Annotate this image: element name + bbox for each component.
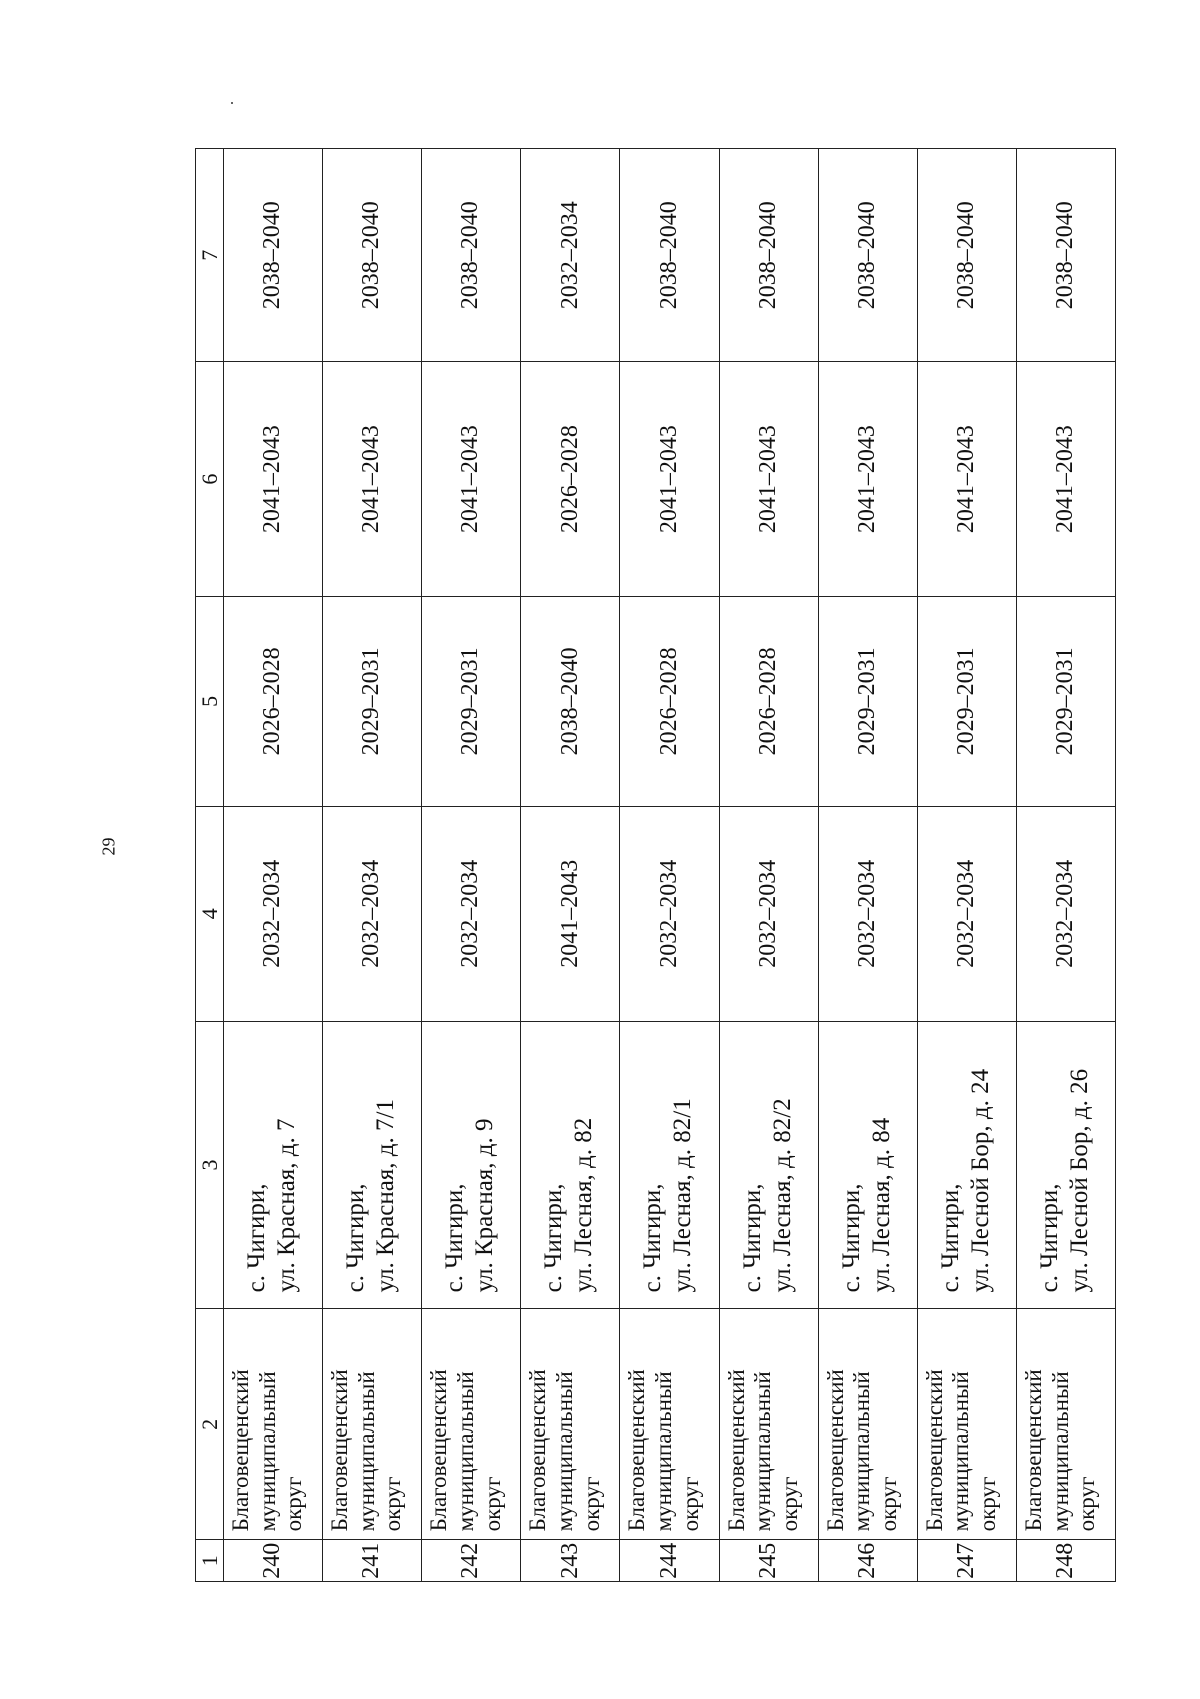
period-cell-col4: 2032–2034 — [323, 806, 422, 1021]
period-cell-col7: 2038–2040 — [323, 149, 422, 363]
period-cell-col7: 2038–2040 — [719, 149, 818, 363]
region-text: муниципальный — [651, 1371, 677, 1532]
region-cell — [1016, 1309, 1115, 1540]
header-col-2: 2 — [196, 1309, 224, 1540]
address-text: ул. Лесная, д. 84 — [867, 1117, 895, 1293]
period-cell-col7: 2038–2040 — [620, 149, 719, 363]
region-cell — [917, 1309, 1016, 1540]
region-cell — [422, 1309, 521, 1540]
region-cell — [719, 1309, 818, 1540]
period-cell-col6: 2041–2043 — [323, 362, 422, 596]
region-text: округ — [578, 1476, 604, 1532]
table-container — [195, 148, 1116, 1582]
address-text: с. Чигири, — [342, 1183, 370, 1293]
region-cell — [620, 1309, 719, 1540]
table-row — [1016, 149, 1115, 1582]
row-number-cell: 245 — [719, 1540, 818, 1582]
period-cell-col6: 2041–2043 — [224, 362, 323, 596]
address-cell — [620, 1021, 719, 1309]
region-text: округ — [479, 1476, 505, 1532]
address-cell — [1016, 1021, 1115, 1309]
table-row — [719, 149, 818, 1582]
period-cell-col6: 2041–2043 — [917, 362, 1016, 596]
address-cell — [323, 1021, 422, 1309]
row-number-cell: 244 — [620, 1540, 719, 1582]
region-text: муниципальный — [452, 1371, 478, 1532]
period-cell-col6: 2041–2043 — [620, 362, 719, 596]
address-text: с. Чигири, — [837, 1183, 865, 1293]
region-text: Благовещенский — [1020, 1369, 1046, 1532]
region-cell — [224, 1309, 323, 1540]
address-cell — [719, 1021, 818, 1309]
region-cell — [323, 1309, 422, 1540]
period-cell-col7: 2038–2040 — [224, 149, 323, 363]
schedule-table — [195, 148, 1116, 1582]
region-text: муниципальный — [948, 1371, 974, 1532]
address-text: ул. Лесная, д. 82 — [570, 1117, 598, 1293]
period-cell-col4: 2032–2034 — [818, 806, 917, 1021]
table-row — [521, 149, 620, 1582]
table-row — [620, 149, 719, 1582]
region-text: Благовещенский — [228, 1369, 253, 1532]
scan-speck — [231, 102, 233, 104]
period-cell-col6: 2041–2043 — [422, 362, 521, 596]
period-cell-col5: 2026–2028 — [620, 596, 719, 806]
region-text: округ — [677, 1476, 703, 1532]
period-cell-col6: 2026–2028 — [521, 362, 620, 596]
region-text: муниципальный — [353, 1371, 379, 1532]
region-text: муниципальный — [849, 1371, 875, 1532]
table-body — [224, 149, 1116, 1582]
region-text: Благовещенский — [624, 1369, 650, 1532]
period-cell-col4: 2032–2034 — [620, 806, 719, 1021]
address-text: ул. Красная, д. 7 — [273, 1118, 300, 1293]
table-row — [323, 149, 422, 1582]
table-row — [818, 149, 917, 1582]
address-text: с. Чигири, — [1035, 1183, 1063, 1293]
table-row — [422, 149, 521, 1582]
region-text: муниципальный — [1047, 1371, 1073, 1532]
region-text: округ — [876, 1476, 901, 1532]
address-text: с. Чигири, — [540, 1183, 568, 1293]
row-number-cell: 242 — [422, 1540, 521, 1582]
period-cell-col5: 2029–2031 — [1016, 596, 1115, 806]
address-cell — [917, 1021, 1016, 1309]
header-col-3: 3 — [196, 1021, 224, 1309]
address-text: с. Чигири, — [738, 1183, 766, 1293]
period-cell-col7: 2038–2040 — [818, 149, 917, 363]
header-col-4: 4 — [196, 806, 224, 1021]
region-text: округ — [380, 1476, 406, 1532]
table-header — [196, 149, 224, 1582]
row-number-cell: 243 — [521, 1540, 620, 1582]
period-cell-col4: 2032–2034 — [917, 806, 1016, 1021]
address-cell — [818, 1021, 917, 1309]
header-col-7: 7 — [196, 149, 224, 363]
period-cell-col5: 2026–2028 — [719, 596, 818, 806]
region-cell — [818, 1309, 917, 1540]
period-cell-col6: 2041–2043 — [1016, 362, 1115, 596]
header-col-1: 1 — [196, 1540, 224, 1582]
row-number-cell: 248 — [1016, 1540, 1115, 1582]
period-cell-col7: 2038–2040 — [422, 149, 521, 363]
region-text: округ — [776, 1476, 802, 1532]
address-text: ул. Лесная, д. 82/2 — [768, 1098, 796, 1293]
row-number-cell: 247 — [917, 1540, 1016, 1582]
header-col-5: 5 — [196, 596, 224, 806]
address-text: ул. Красная, д. 9 — [471, 1118, 499, 1293]
period-cell-col5: 2029–2031 — [323, 596, 422, 806]
period-cell-col4: 2032–2034 — [1016, 806, 1115, 1021]
period-cell-col5: 2029–2031 — [917, 596, 1016, 806]
page-number: 29 — [98, 837, 119, 856]
address-text: ул. Лесной Бор, д. 26 — [1065, 1068, 1093, 1293]
period-cell-col5: 2029–2031 — [818, 596, 917, 806]
address-text: ул. Красная, д. 7/1 — [372, 1099, 400, 1293]
region-text: Благовещенский — [525, 1369, 551, 1532]
region-text: округ — [1074, 1476, 1100, 1532]
region-text: Благовещенский — [723, 1369, 749, 1532]
region-text: Благовещенский — [327, 1369, 353, 1532]
region-cell — [521, 1309, 620, 1540]
region-text: муниципальный — [750, 1371, 776, 1532]
address-cell — [224, 1021, 323, 1309]
address-cell — [521, 1021, 620, 1309]
region-text: Благовещенский — [426, 1369, 452, 1532]
period-cell-col4: 2032–2034 — [224, 806, 323, 1021]
period-cell-col5: 2026–2028 — [224, 596, 323, 806]
header-col-6: 6 — [196, 362, 224, 596]
address-text: ул. Лесной Бор, д. 24 — [966, 1068, 994, 1293]
table-row — [224, 149, 323, 1582]
address-text: ул. Лесная, д. 82/1 — [669, 1098, 697, 1293]
header-row — [196, 149, 224, 1582]
region-text: муниципальный — [552, 1371, 577, 1532]
period-cell-col5: 2038–2040 — [521, 596, 620, 806]
address-text: с. Чигири, — [441, 1183, 469, 1293]
address-text: с. Чигири, — [243, 1183, 270, 1293]
region-text: Благовещенский — [921, 1369, 947, 1532]
row-number-cell: 246 — [818, 1540, 917, 1582]
region-text: муниципальный — [254, 1371, 280, 1532]
address-cell — [422, 1021, 521, 1309]
period-cell-col6: 2041–2043 — [818, 362, 917, 596]
period-cell-col7: 2038–2040 — [1016, 149, 1115, 363]
period-cell-col7: 2032–2034 — [521, 149, 620, 363]
table-row — [917, 149, 1016, 1582]
row-number-cell: 241 — [323, 1540, 422, 1582]
period-cell-col7: 2038–2040 — [917, 149, 1016, 363]
period-cell-col6: 2041–2043 — [719, 362, 818, 596]
region-text: округ — [281, 1476, 307, 1532]
address-text: с. Чигири, — [639, 1183, 667, 1293]
period-cell-col4: 2032–2034 — [422, 806, 521, 1021]
period-cell-col4: 2041–2043 — [521, 806, 620, 1021]
region-text: Благовещенский — [822, 1369, 848, 1532]
address-text: с. Чигири, — [936, 1183, 964, 1293]
row-number-cell: 240 — [224, 1540, 323, 1582]
period-cell-col5: 2029–2031 — [422, 596, 521, 806]
region-text: округ — [975, 1476, 1001, 1532]
period-cell-col4: 2032–2034 — [719, 806, 818, 1021]
